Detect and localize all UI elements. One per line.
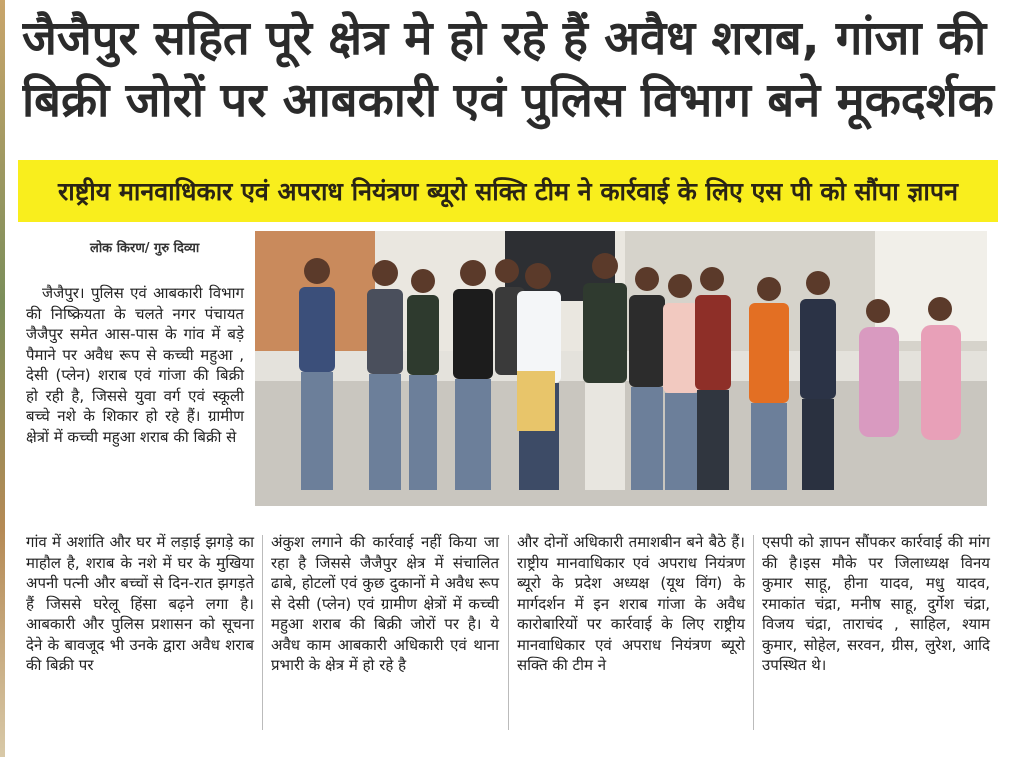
group-photo-illustration	[255, 231, 987, 506]
group-photo	[255, 231, 987, 506]
article-column-2: गांव में अशांति और घर में लड़ाई झगड़े का माहौल है, शराब के नशे में घर के मुखिया अपनी पत्नी और बच्चों से दिन-रात झगड़ते हैं जिससे घरेलू हिंसा बढ़ने लगा है। आबकारी और पुलिस प्रशासन को सूचना देने के बावजूद भी उनके द्वारा अवैध शराब की बिक्री पर	[26, 533, 254, 674]
byline: लोक किरण/ गुरु दिव्या	[90, 241, 200, 256]
subheadline-text: राष्ट्रीय मानवाधिकार एवं अपराध नियंत्रण ब्यूरो सक्ति टीम ने कार्रवाई के लिए एस पी को सौंपा ज्ञापन	[58, 177, 958, 206]
article-column-5: एसपी को ज्ञापन सौंपकर कार्रवाई की मांग की है।इस मौके पर जिलाध्यक्ष विनय कुमार साहू, हीना यादव, मधु यादव, रमाकांत चंद्रा, मनीष साहू, दुर्गेश चंद्रा, विजय चंद्रा, ताराचंद , साहिल, श्याम कुमार, सोहेल, सरवन, ग्रीस, लुरेश, आदि उपस्थित थे।	[762, 533, 990, 674]
subheadline-banner	[18, 160, 998, 222]
article-column-1	[26, 283, 244, 447]
headline-line-1: जैजैपुर सहित पूरे क्षेत्र मे हो रहे हैं अवैध शराब, गांजा की	[22, 11, 987, 66]
article-column-4: और दोनों अधिकारी तमाशबीन बने बैठे हैं। राष्ट्रीय मानवाधिकार एवं अपराध नियंत्रण ब्यूरो के प्रदेश अध्यक्ष (यूथ विंग) के मार्गदर्शन में इन शराब गांजा के अवैध कारोबारियों पर कार्रवाई के लिए राष्ट्रीय मानवाधिकार एवं अपराध नियंत्रण ब्यूरो सक्ति की टीम ने	[517, 533, 745, 674]
headline	[22, 8, 1012, 132]
headline-line-2: बिक्री जोरों पर आबकारी एवं पुलिस विभाग बने मूकदर्शक	[22, 73, 994, 128]
column-divider	[508, 535, 509, 730]
article-paragraph: जैजैपुर। पुलिस एवं आबकारी विभाग की निष्क्रियता के चलते नगर पंचायत जैजैपुर समेत आस-पास के गांव में बड़े पैमाने पर अवैध रूप से कच्ची महुआ , देसी (प्लेन) शराब एवं गांजा की बिक्री हो रही है, जिससे युवा वर्ग एवं स्कूली बच्चे नशे के शिकार हो रहे हैं। ग्रामीण क्षेत्रों में कच्ची महुआ शराब की बिक्री से	[26, 284, 244, 446]
column-divider	[753, 535, 754, 730]
adjacent-column-edge	[1004, 340, 1017, 660]
column-divider	[262, 535, 263, 730]
article-column-3: अंकुश लगाने की कार्रवाई नहीं किया जा रहा है जिससे जैजैपुर क्षेत्र में संचालित ढाबे, होटलों एवं कुछ दुकानों मे अवैध रूप से देसी (प्लेन) एवं ग्रामीण क्षेत्रों में कच्ची महुआ शराब की बिक्री जोरों पर है। ये अवैध काम आबकारी अधिकारी एवं थाना प्रभारी के क्षेत्र में हो रहे है	[271, 533, 499, 674]
adjacent-page-edge	[0, 0, 5, 757]
